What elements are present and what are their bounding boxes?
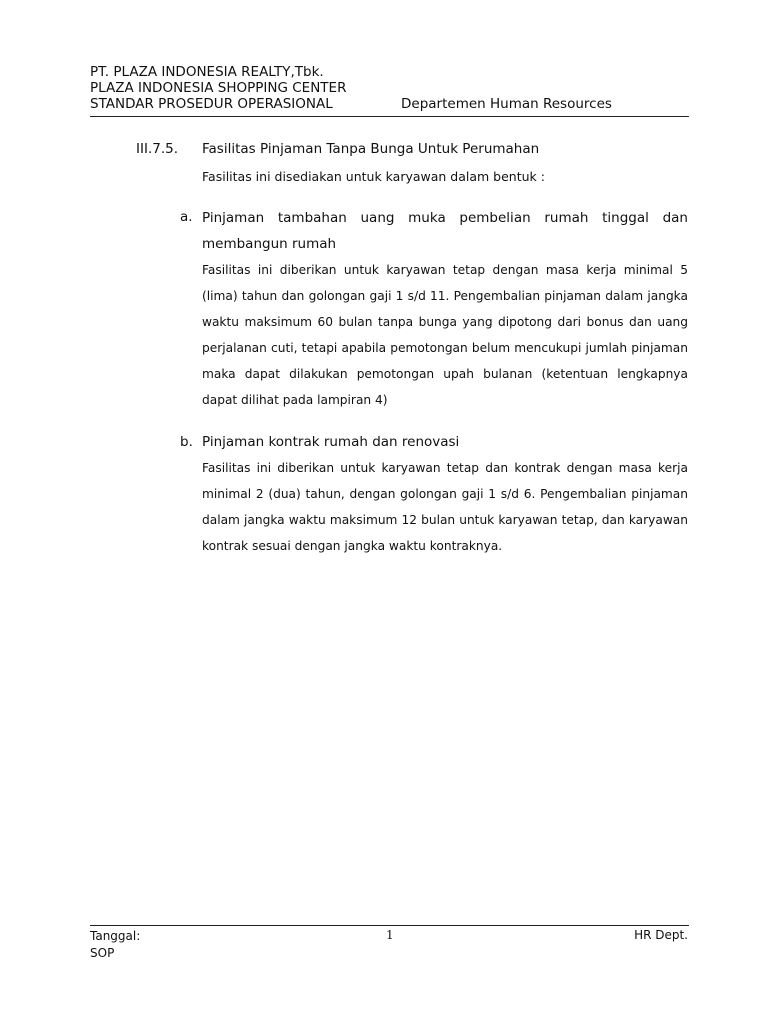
item-a-title: Pinjaman tambahan uang muka pembelian rumah tinggal dan membangun rumah	[202, 210, 688, 252]
department-name: Departemen Human Resources	[401, 96, 612, 112]
section-title: Fasilitas Pinjaman Tanpa Bunga Untuk Perumahan	[202, 141, 540, 157]
document-header	[90, 64, 689, 112]
item-a-letter: a.	[180, 209, 193, 225]
tanggal-label: Tanggal:	[90, 929, 141, 943]
shopping-center-name: PLAZA INDONESIA SHOPPING CENTER	[90, 80, 347, 96]
item-b-title: Pinjaman kontrak rumah dan renovasi	[202, 434, 460, 450]
footer-department: HR Dept.	[634, 928, 688, 942]
header-divider	[90, 116, 689, 117]
item-b-body: Fasilitas ini diberikan untuk karyawan tetap dan kontrak dengan masa kerja minimal 2 (dua) tahun, dengan golongan gaji 1 s/d 6. Pengembalian pinjaman dalam jangka waktu maksimum 12 bulan untuk karyawan tetap, dan karyawan kontrak sesuai dengan jangka waktu kontraknya.	[202, 461, 688, 553]
page-number: 1	[386, 928, 394, 942]
item-a-body: Fasilitas ini diberikan untuk karyawan tetap dengan masa kerja minimal 5 (lima) tahun dan golongan gaji 1 s/d 11. Pengembalian pinjaman dalam jangka waktu maksimum 60 bulan tanpa bunga yang dipotong dari bonus dan uang perjalanan cuti, tetapi apabila pemotongan belum mencukupi jumlah pinjaman maka dapat dilakukan pemotongan upah bulanan (ketentuan lengkapnya dapat dilihat pada lampiran 4)	[202, 263, 688, 407]
item-b-letter: b.	[180, 434, 193, 450]
document-type: STANDAR PROSEDUR OPERASIONAL	[90, 96, 333, 112]
section-number: III.7.5.	[136, 141, 178, 157]
footer-divider	[90, 925, 689, 926]
footer-left	[90, 928, 140, 962]
company-name: PT. PLAZA INDONESIA REALTY,Tbk.	[90, 64, 324, 80]
sop-label: SOP	[90, 946, 115, 960]
header-row	[90, 96, 689, 112]
section-intro: Fasilitas ini disediakan untuk karyawan dalam bentuk :	[202, 169, 545, 184]
